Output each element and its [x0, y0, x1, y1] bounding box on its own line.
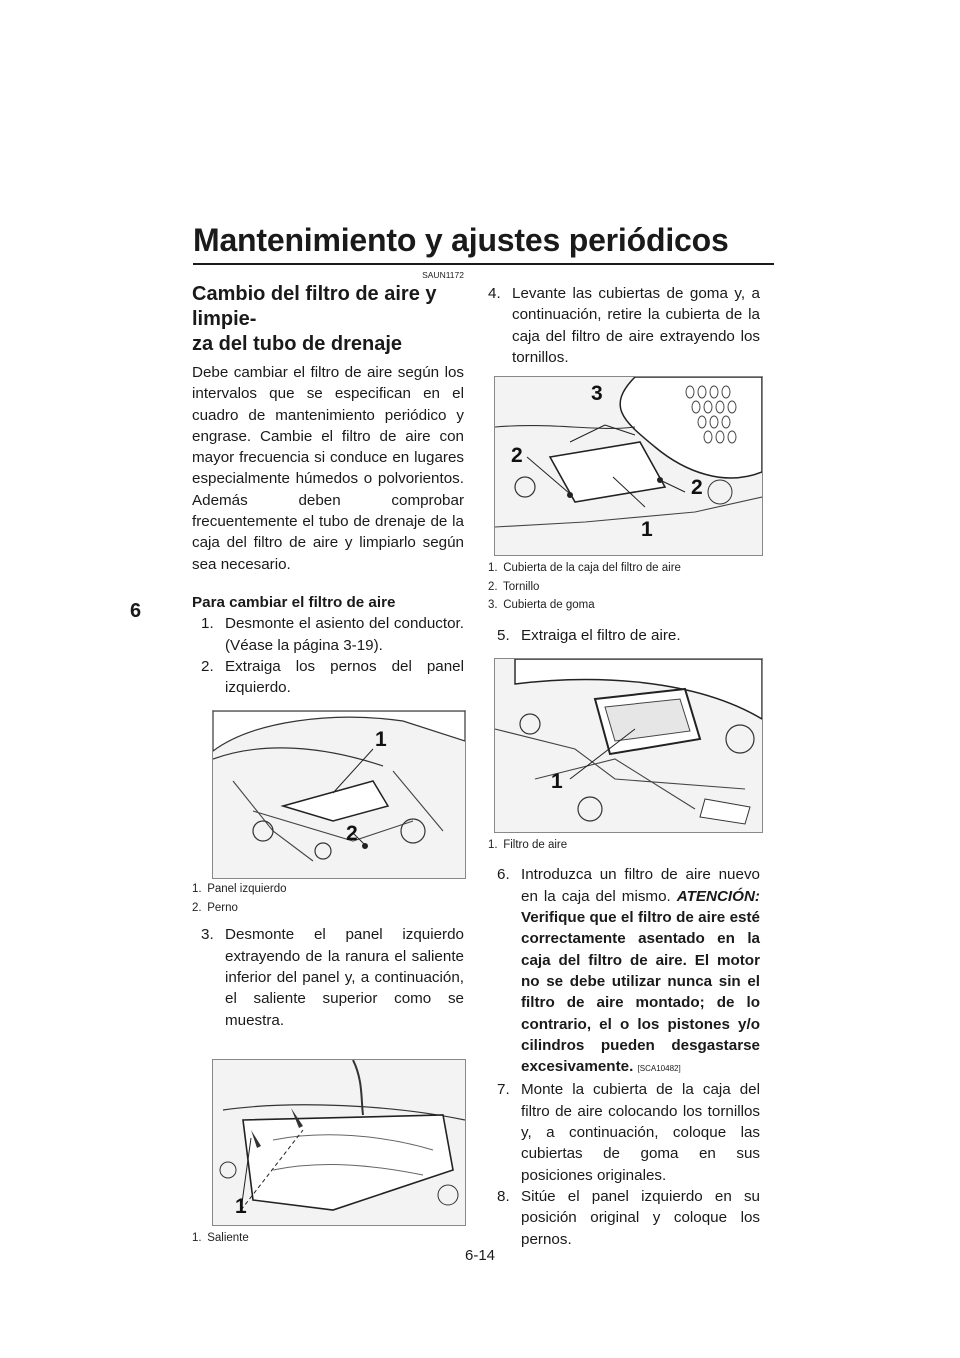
step-text: Extraiga los pernos del panel izquierdo.	[225, 657, 464, 697]
step-8	[488, 1186, 760, 1250]
page-title: Mantenimiento y ajustes periódicos	[193, 222, 729, 258]
step-number: 2.	[201, 657, 214, 675]
air-filter-illustration	[495, 659, 762, 832]
step-number: 7.	[497, 1081, 510, 1099]
figure-callout: 1	[375, 728, 387, 752]
panel-tabs-illustration	[213, 1060, 465, 1225]
figure-callout: 1	[235, 1194, 247, 1218]
step-number: 6.	[497, 866, 510, 884]
figure-saliente	[212, 1059, 466, 1226]
notice-code: [SCA10482]	[637, 1064, 681, 1074]
step-number: 5.	[497, 626, 510, 644]
figure-callout: 2	[691, 476, 703, 500]
step-6	[488, 864, 760, 1079]
caption-item: 2. Tornillo	[488, 580, 540, 593]
step-4	[488, 283, 760, 368]
figure-callout: 2	[346, 822, 358, 846]
step-text: Monte la cubierta de la caja del filtro de aire colocando los tornillos y, a continuación, coloque las cubiertas de goma en sus posiciones originales.	[521, 1081, 760, 1184]
notice-text: Verifique que el filtro de aire esté correctamente asentado en la caja del filtro de aire. El motor no se debe utilizar nunca sin el filtro de aire montado; de lo contrario, el o los pistones y/o cilindros pueden desgastarse excesivamente.	[521, 909, 760, 1076]
chapter-number: 6	[130, 600, 142, 622]
caption-item: 1. Cubierta de la caja del filtro de aire	[488, 562, 681, 575]
step-text: Desmonte el panel izquierdo extrayendo de la ranura el saliente inferior del panel y, a continuación, el saliente superior como se muestra.	[225, 926, 464, 1029]
caption-item: 1. Panel izquierdo	[192, 883, 287, 896]
motorcycle-side-panel-illustration	[213, 711, 465, 878]
procedure-subheading: Para cambiar el filtro de aire	[192, 593, 396, 611]
step-5	[488, 625, 760, 646]
step-3	[192, 924, 464, 1030]
step-6-text: Introduzca un filtro de aire nuevo en la caja del mismo.	[521, 866, 760, 905]
right-column	[488, 283, 760, 1250]
figure-caption-list	[488, 559, 760, 615]
figure-left-panel	[212, 710, 466, 879]
caption-item: 1. Filtro de aire	[488, 838, 568, 851]
section-title	[192, 282, 464, 357]
airbox-cover-illustration	[495, 377, 762, 555]
figure-callout: 3	[591, 382, 603, 406]
step-7	[488, 1079, 760, 1185]
figure-airbox-cover	[494, 376, 763, 556]
header-divider	[193, 263, 774, 265]
section-code: SAUN1172	[422, 270, 464, 280]
step-text: Sitúe el panel izquierdo en su posición original y coloque los pernos.	[521, 1187, 760, 1248]
figure-air-filter	[494, 658, 763, 833]
step-2	[192, 656, 464, 699]
step-text: Desmonte el asiento del conductor. (Véase la página 3-19).	[225, 615, 464, 654]
left-column	[192, 270, 464, 1247]
caption-item: 3. Cubierta de goma	[488, 599, 595, 612]
notice-label: ATENCIÓN:	[676, 887, 760, 905]
intro-paragraph: Debe cambiar el filtro de aire según los intervalos que se especifican en el cuadro de mantenimiento periódico y engrase. Cambie el filtro de aire con mayor frecuencia si conduce en lugares especialmente húmedos o polvorientos. Además deben comprobar frecuentemente el tubo de drenaje de la caja del filtro de aire y limpiarlo según sea necesario.	[192, 364, 464, 573]
figure-callout: 1	[641, 518, 653, 542]
step-text	[521, 864, 760, 1079]
step-number: 8.	[497, 1187, 510, 1205]
figure-caption-list	[192, 1229, 464, 1248]
caption-item: 2. Perno	[192, 901, 238, 914]
step-number: 1.	[201, 615, 214, 633]
step-number: 3.	[201, 926, 214, 944]
page-number: 6-14	[464, 1247, 496, 1264]
figure-callout: 2	[511, 444, 523, 468]
figure-caption-list	[192, 880, 464, 917]
figure-callout: 1	[551, 769, 563, 793]
step-number: 4.	[488, 285, 501, 302]
step-1	[192, 613, 464, 656]
section-title-line-1: Cambio del filtro de aire y limpie-	[192, 283, 437, 330]
figure-caption-list	[488, 836, 760, 855]
step-text: Extraiga el filtro de aire.	[521, 626, 681, 644]
caption-item: 1. Saliente	[192, 1231, 249, 1244]
step-text: Levante las cubiertas de goma y, a continuación, retire la cubierta de la caja del filtro de aire extrayendo los tornillos.	[512, 285, 760, 366]
section-title-line-2: za del tubo de drenaje	[192, 333, 403, 355]
